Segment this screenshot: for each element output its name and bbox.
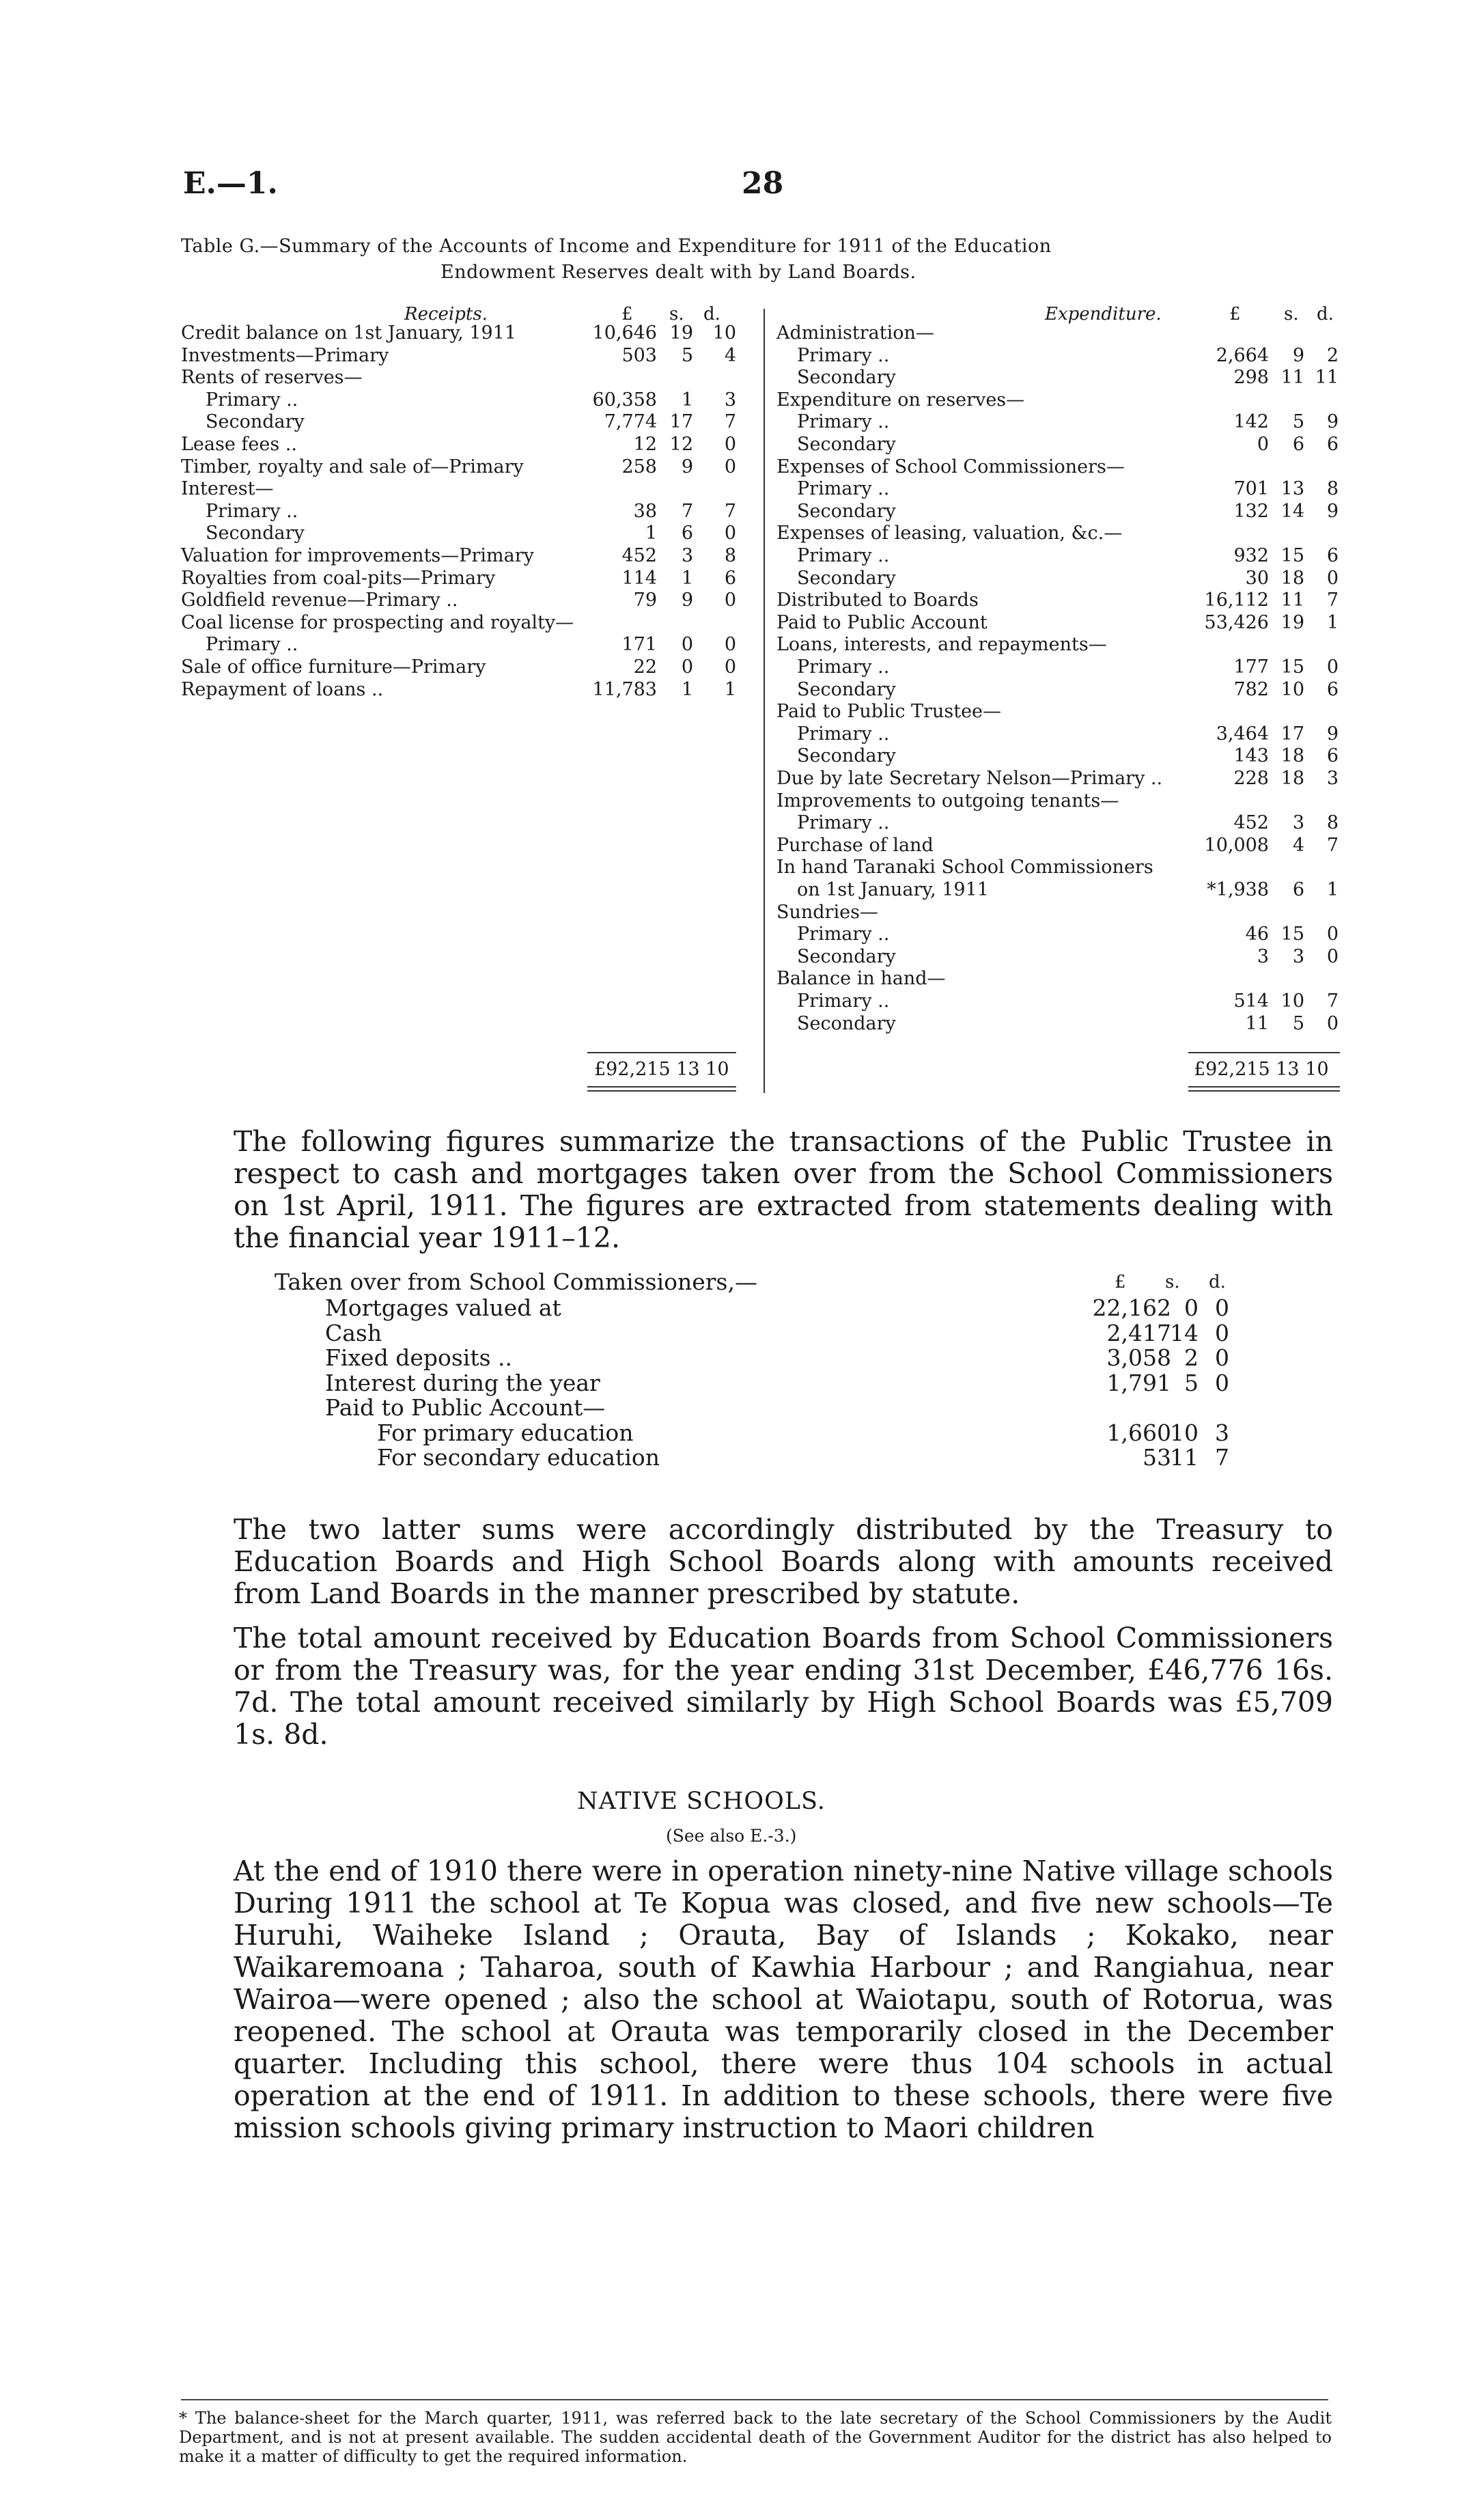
receipt-shillings: 19 — [669, 322, 693, 344]
receipt-pounds: 11,783 — [592, 678, 657, 700]
trustee-pence: 3 — [1215, 1419, 1229, 1446]
expenditure-pence: 7 — [1326, 834, 1339, 856]
expenditure-pounds: 932 — [1233, 545, 1269, 566]
receipt-pounds: 503 — [621, 344, 657, 366]
expenditure-label: Secondary — [797, 745, 896, 767]
expenditure-row — [0, 590, 1484, 612]
receipt-pounds: 7,774 — [604, 411, 657, 433]
trustee-shillings: 11 — [1170, 1444, 1199, 1471]
expenditure-label: Expenses of leasing, valuation, &c.— — [776, 523, 1123, 544]
expenditure-pounds: 514 — [1233, 990, 1269, 1012]
expenditure-row — [0, 924, 1484, 946]
receipt-pounds: 12 — [633, 434, 657, 455]
expenditure-label: Secondary — [797, 500, 896, 522]
expenditure-label: Secondary — [797, 945, 896, 967]
expenditure-pence: 9 — [1326, 411, 1339, 433]
expenditure-row — [0, 345, 1484, 368]
expenditure-row — [0, 434, 1484, 456]
expenditure-label: Paid to Public Account — [776, 611, 988, 633]
expenditure-label: Primary .. — [797, 812, 890, 834]
expenditure-total: £92,215 13 10 — [1194, 1059, 1329, 1080]
receipt-label: Repayment of loans .. — [181, 678, 384, 700]
expenditure-label: Secondary — [797, 678, 896, 700]
expenditure-label: Primary .. — [797, 656, 890, 678]
expenditure-pounds: 143 — [1233, 745, 1269, 767]
expenditure-pence: 6 — [1326, 745, 1339, 767]
expenditure-row — [0, 723, 1484, 746]
receipt-label: Rents of reserves— — [181, 367, 363, 389]
expenditure-pence: 6 — [1326, 434, 1339, 455]
receipt-label: Investments—Primary — [181, 344, 389, 366]
trustee-label: Fixed deposits .. — [325, 1344, 513, 1371]
receipt-pounds: 452 — [621, 545, 657, 566]
expenditure-pounds: 10,008 — [1204, 834, 1269, 856]
expenditure-pence: 0 — [1326, 1012, 1339, 1034]
trustee-pounds: 1,660 — [1106, 1419, 1171, 1446]
expenditure-pence: 8 — [1326, 478, 1339, 500]
trustee-col-shillings: s. — [1165, 1272, 1180, 1292]
trustee-pounds: 22,162 — [1092, 1294, 1171, 1321]
expenditure-pence: 3 — [1326, 768, 1339, 789]
expenditure-pounds: 452 — [1233, 812, 1269, 834]
expenditure-label: Secondary — [797, 434, 896, 455]
receipt-pounds: 258 — [621, 456, 657, 477]
expenditure-pence: 6 — [1326, 545, 1339, 566]
expenditure-shillings: 19 — [1280, 611, 1304, 633]
expenditure-pounds: 782 — [1233, 678, 1269, 700]
receipt-shillings: 6 — [681, 523, 693, 544]
receipt-pounds: 1 — [645, 523, 657, 544]
receipt-label: Secondary — [206, 523, 305, 544]
expenditure-pence: 0 — [1326, 567, 1339, 589]
expenditure-pounds: 132 — [1233, 500, 1269, 522]
trustee-table-heading: Taken over from School Commissioners,— — [275, 1269, 757, 1295]
expenditure-label: Secondary — [797, 367, 896, 389]
receipt-pounds: 38 — [633, 500, 657, 522]
trustee-label: For primary education — [377, 1419, 634, 1446]
receipt-pence: 6 — [724, 567, 736, 589]
receipt-shillings: 12 — [669, 434, 693, 455]
expenditure-shillings: 5 — [1292, 1012, 1304, 1034]
receipt-pounds: 22 — [633, 656, 657, 678]
footnote: * The balance-sheet for the March quarter, 1911, was referred back to the late secretary of the School Commissioners by the Audit Department, and is not at present available. The sudden accidental death of the Government Auditor for the district has also helped to make it a matter of difficulty to get the required information. — [179, 2409, 1332, 2466]
receipt-shillings: 3 — [681, 545, 693, 566]
expenditure-row — [0, 946, 1484, 969]
expenditure-row — [0, 322, 1484, 345]
expenditure-heading: Expenditure. — [1045, 304, 1162, 324]
column-divider — [764, 309, 765, 1093]
expenditure-pence: 1 — [1326, 879, 1339, 900]
trustee-shillings: 2 — [1184, 1344, 1199, 1371]
expenditure-shillings: 14 — [1280, 500, 1304, 522]
expenditure-row — [0, 389, 1484, 412]
expenditure-label: Balance in hand— — [776, 968, 946, 990]
receipt-shillings: 0 — [681, 656, 693, 678]
expenditure-label: Distributed to Boards — [776, 590, 979, 611]
expenditure-shillings: 15 — [1280, 924, 1304, 945]
receipt-pence: 1 — [724, 678, 736, 700]
receipt-label: Primary .. — [206, 389, 298, 411]
expenditure-label: Secondary — [797, 1012, 896, 1034]
expenditure-pounds: 142 — [1233, 411, 1269, 433]
expenditure-row — [0, 745, 1484, 768]
receipt-label: Credit balance on 1st January, 1911 — [181, 322, 517, 344]
paragraph-totals: The total amount received by Education Boards from School Commissioners or from the Treasury was, for the year ending 31st December, £46,776 16s. 7d. The total amount received similarly by High School Boards was £5,709 1s. 8d. — [234, 1622, 1333, 1751]
expenditure-row — [0, 545, 1484, 568]
expenditure-pounds: 228 — [1233, 768, 1269, 789]
trustee-shillings: 0 — [1184, 1294, 1199, 1321]
expenditure-pounds: 16,112 — [1204, 590, 1269, 611]
expenditure-label: on 1st January, 1911 — [797, 879, 989, 900]
expenditure-pounds: *1,938 — [1207, 879, 1269, 900]
expenditure-col-pence: d. — [1317, 304, 1334, 324]
expenditure-shillings: 4 — [1292, 834, 1304, 856]
expenditure-row — [0, 568, 1484, 590]
paragraph-native-schools: At the end of 1910 there were in operation ninety-nine Native village schools During 1911 the school at Te Kopua was closed, and five new schools—Te Huruhi, Waiheke Island ; Orauta, Bay of Islands ; Kokako, near Waikaremoana ; Taharoa, south of Kawhia Harbour ; and Rangiahua, near Wairoa—were opened ; also the school at Waiotapu, south of Rotorua, was reopened. The school at Orauta was temporarily closed in the December quarter. Including this school, there were thus 104 schools in actual operation at the end of 1911. In addition to these schools, there were five mission schools giving primary instruction to Maori children — [234, 1855, 1333, 2144]
receipt-label: Lease fees .. — [181, 434, 297, 455]
expenditure-shillings: 15 — [1280, 656, 1304, 678]
expenditure-shillings: 18 — [1280, 745, 1304, 767]
expenditure-row — [0, 902, 1484, 924]
receipt-shillings: 9 — [681, 590, 693, 611]
receipt-shillings: 5 — [681, 344, 693, 366]
expenditure-row — [0, 812, 1484, 835]
receipt-shillings: 17 — [669, 411, 693, 433]
expenditure-pence: 7 — [1326, 590, 1339, 611]
expenditure-shillings: 6 — [1292, 879, 1304, 900]
expenditure-pence: 9 — [1326, 723, 1339, 745]
receipt-pounds: 79 — [633, 590, 657, 611]
expenditure-label: Improvements to outgoing tenants— — [776, 790, 1119, 812]
trustee-pence: 0 — [1215, 1319, 1229, 1346]
receipt-label: Primary .. — [206, 634, 298, 656]
expenditure-row — [0, 768, 1484, 790]
trustee-pounds: 3,058 — [1106, 1344, 1171, 1371]
expenditure-pounds: 46 — [1245, 924, 1269, 945]
expenditure-label: Expenses of School Commissioners— — [776, 456, 1125, 477]
expenditure-label: Sundries— — [776, 901, 878, 923]
expenditure-label: Administration— — [776, 322, 934, 344]
expenditure-row — [0, 411, 1484, 434]
footnote-rule — [181, 2399, 1328, 2400]
expenditure-shillings: 13 — [1280, 478, 1304, 500]
receipt-shillings: 1 — [681, 567, 693, 589]
receipt-pence: 0 — [724, 456, 736, 477]
expenditure-label: Expenditure on reserves— — [776, 389, 1025, 411]
receipt-pence: 0 — [724, 590, 736, 611]
receipts-total-rule-top — [587, 1052, 736, 1053]
paragraph-distribution: The two latter sums were accordingly distributed by the Treasury to Education Boards and High School Boards along with amounts received from Land Boards in the manner prescribed by statute. — [234, 1513, 1333, 1610]
expenditure-shillings: 9 — [1292, 344, 1304, 366]
expenditure-label: Primary .. — [797, 344, 890, 366]
paragraph-public-trustee: The following figures summarize the transactions of the Public Trustee in respect to cash and mortgages taken over from the School Commissioners on 1st April, 1911. The figures are extracted from statements dealing with the financial year 1911–12. — [234, 1125, 1333, 1254]
trustee-shillings: 10 — [1170, 1419, 1199, 1446]
expenditure-col-pounds: £ — [1229, 304, 1241, 324]
expenditure-shillings: 10 — [1280, 678, 1304, 700]
receipts-col-pounds: £ — [621, 304, 633, 324]
expenditure-row — [0, 835, 1484, 857]
receipt-pounds: 114 — [621, 567, 657, 589]
expenditure-label: Primary .. — [797, 990, 890, 1012]
trustee-pence: 0 — [1215, 1369, 1229, 1396]
expenditure-label: Primary .. — [797, 545, 890, 566]
expenditure-shillings: 11 — [1280, 367, 1304, 389]
expenditure-pounds: 53,426 — [1204, 611, 1269, 633]
expenditure-row — [0, 1013, 1484, 1036]
receipt-shillings: 7 — [681, 500, 693, 522]
expenditure-pounds: 0 — [1257, 434, 1269, 455]
expenditure-col-shillings: s. — [1284, 304, 1299, 324]
expenditure-row — [0, 634, 1484, 656]
expenditure-total-rule-bottom — [1188, 1086, 1340, 1087]
expenditure-row — [0, 968, 1484, 990]
trustee-pounds: 53 — [1143, 1444, 1171, 1471]
expenditure-pounds: 298 — [1233, 367, 1269, 389]
expenditure-pence: 8 — [1326, 812, 1339, 834]
trustee-pence: 7 — [1215, 1444, 1229, 1471]
receipt-label: Royalties from coal-pits—Primary — [181, 567, 496, 589]
expenditure-pounds: 177 — [1233, 656, 1269, 678]
receipt-label: Goldfield revenue—Primary .. — [181, 590, 458, 611]
expenditure-row — [0, 523, 1484, 545]
expenditure-shillings: 15 — [1280, 545, 1304, 566]
expenditure-total-rule-top — [1188, 1052, 1340, 1053]
receipt-label: Sale of office furniture—Primary — [181, 656, 486, 678]
trustee-col-pence: d. — [1209, 1272, 1226, 1292]
receipt-pence: 3 — [724, 389, 736, 411]
trustee-label: Paid to Public Account— — [325, 1394, 606, 1421]
receipt-shillings: 1 — [681, 678, 693, 700]
expenditure-shillings: 18 — [1280, 768, 1304, 789]
expenditure-pence: 6 — [1326, 678, 1339, 700]
trustee-pence: 0 — [1215, 1294, 1229, 1321]
expenditure-row — [0, 501, 1484, 523]
expenditure-pence: 0 — [1326, 656, 1339, 678]
trustee-pounds: 1,791 — [1106, 1369, 1171, 1396]
expenditure-label: Primary .. — [797, 478, 890, 500]
receipt-pounds: 10,646 — [592, 322, 657, 344]
receipt-shillings: 0 — [681, 634, 693, 656]
expenditure-shillings: 18 — [1280, 567, 1304, 589]
expenditure-label: Paid to Public Trustee— — [776, 701, 1002, 723]
expenditure-row — [0, 701, 1484, 723]
expenditure-row — [0, 857, 1484, 879]
expenditure-pounds: 11 — [1245, 1012, 1269, 1034]
table-caption-line1: Table G.—Summary of the Accounts of Income and Expenditure for 1911 of the Education — [181, 236, 1052, 257]
trustee-label: Cash — [325, 1319, 382, 1346]
receipt-shillings: 1 — [681, 389, 693, 411]
expenditure-pence: 0 — [1326, 945, 1339, 967]
receipt-pence: 8 — [724, 545, 736, 566]
expenditure-row — [0, 679, 1484, 702]
receipt-label: Valuation for improvements—Primary — [181, 545, 534, 566]
expenditure-shillings: 6 — [1292, 434, 1304, 455]
trustee-col-pounds: £ — [1115, 1272, 1126, 1292]
expenditure-row — [0, 990, 1484, 1013]
receipt-label: Primary .. — [206, 500, 298, 522]
receipt-label: Secondary — [206, 411, 305, 433]
expenditure-label: Secondary — [797, 567, 896, 589]
expenditure-total-rule-bottom2 — [1188, 1090, 1340, 1092]
expenditure-label: Primary .. — [797, 723, 890, 745]
receipt-pence: 7 — [724, 500, 736, 522]
receipts-total-rule-bottom — [587, 1086, 736, 1087]
trustee-pounds: 2,417 — [1106, 1319, 1171, 1346]
expenditure-pounds: 701 — [1233, 478, 1269, 500]
page-number: 28 — [742, 166, 784, 201]
receipt-pence: 4 — [724, 344, 736, 366]
expenditure-pence: 9 — [1326, 500, 1339, 522]
expenditure-label: In hand Taranaki School Commissioners — [776, 857, 1153, 878]
expenditure-pence: 2 — [1326, 344, 1339, 366]
expenditure-pounds: 3 — [1257, 945, 1269, 967]
expenditure-label: Loans, interests, and repayments— — [776, 634, 1107, 656]
expenditure-row — [0, 478, 1484, 501]
receipt-pence: 0 — [724, 523, 736, 544]
trustee-shillings: 14 — [1170, 1319, 1199, 1346]
expenditure-shillings: 17 — [1280, 723, 1304, 745]
expenditure-pence: 1 — [1326, 611, 1339, 633]
receipt-shillings: 9 — [681, 456, 693, 477]
expenditure-shillings: 11 — [1280, 590, 1304, 611]
expenditure-pounds: 3,464 — [1216, 723, 1269, 745]
expenditure-shillings: 10 — [1280, 990, 1304, 1012]
expenditure-pence: 0 — [1326, 924, 1339, 945]
trustee-label: For secondary education — [377, 1444, 660, 1471]
expenditure-pounds: 30 — [1245, 567, 1269, 589]
expenditure-row — [0, 456, 1484, 479]
expenditure-label: Due by late Secretary Nelson—Primary .. — [776, 768, 1163, 789]
expenditure-row — [0, 612, 1484, 635]
document-code: E.—1. — [183, 166, 278, 201]
expenditure-label: Primary .. — [797, 411, 890, 433]
expenditure-row — [0, 656, 1484, 679]
receipt-pence: 7 — [724, 411, 736, 433]
receipt-pence: 10 — [712, 322, 736, 344]
receipts-col-pence: d. — [703, 304, 720, 324]
expenditure-label: Primary .. — [797, 924, 890, 945]
expenditure-shillings: 3 — [1292, 812, 1304, 834]
expenditure-pence: 7 — [1326, 990, 1339, 1012]
expenditure-pounds: 2,664 — [1216, 344, 1269, 366]
expenditure-pence: 11 — [1315, 367, 1339, 389]
receipts-total: £92,215 13 10 — [594, 1059, 729, 1080]
trustee-label: Mortgages valued at — [325, 1294, 561, 1321]
expenditure-row — [0, 790, 1484, 813]
trustee-pence: 0 — [1215, 1344, 1229, 1371]
receipts-total-rule-bottom2 — [587, 1090, 736, 1092]
receipt-pounds: 60,358 — [592, 389, 657, 411]
receipt-pence: 0 — [724, 656, 736, 678]
expenditure-row — [0, 367, 1484, 389]
expenditure-shillings: 5 — [1292, 411, 1304, 433]
receipt-pence: 0 — [724, 634, 736, 656]
expenditure-shillings: 3 — [1292, 945, 1304, 967]
receipts-heading: Receipts. — [404, 304, 488, 324]
receipt-pence: 0 — [724, 434, 736, 455]
receipt-pounds: 171 — [621, 634, 657, 656]
trustee-label: Interest during the year — [325, 1369, 600, 1396]
receipts-col-shillings: s. — [669, 304, 684, 324]
receipt-label: Coal license for prospecting and royalty— — [181, 611, 574, 633]
receipt-label: Interest— — [181, 478, 274, 500]
expenditure-row — [0, 879, 1484, 902]
table-caption-line2: Endowment Reserves dealt with by Land Boards. — [440, 262, 916, 283]
section-heading-native-schools: NATIVE SCHOOLS. — [577, 1788, 826, 1815]
receipt-label: Timber, royalty and sale of—Primary — [181, 456, 524, 477]
expenditure-label: Purchase of land — [776, 834, 934, 856]
see-also-note: (See also E.-3.) — [666, 1826, 797, 1846]
trustee-shillings: 5 — [1184, 1369, 1199, 1396]
